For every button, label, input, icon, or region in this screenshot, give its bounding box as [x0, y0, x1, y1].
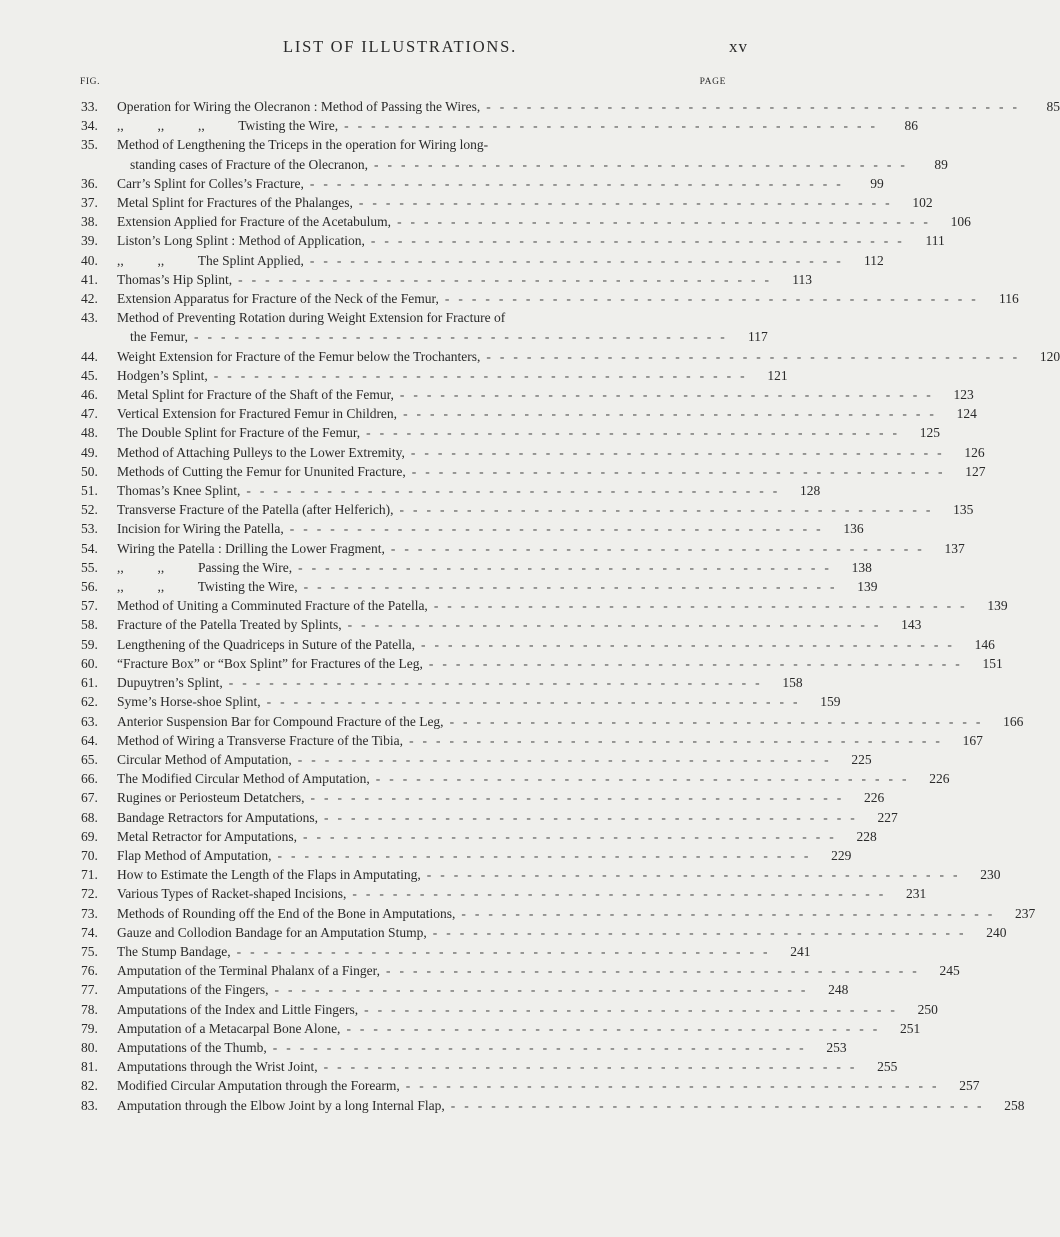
figure-number: 71.: [81, 867, 98, 883]
list-item: [0, 347, 1060, 366]
illustration-title: Fracture of the Patella Treated by Splints,: [117, 617, 342, 633]
illustration-title: Amputations of the Fingers,: [117, 982, 269, 998]
figure-number: 64.: [81, 732, 98, 748]
page-ref: 257: [959, 1078, 980, 1094]
illustration-title: ,, ,, Twisting the Wire,: [117, 579, 298, 595]
page-ref: 248: [828, 982, 849, 998]
illustration-title: Various Types of Racket-shaped Incisions,: [117, 886, 347, 902]
page-ref: 117: [748, 329, 768, 345]
figure-number: 70.: [81, 847, 98, 863]
figure-number: 69.: [81, 828, 98, 844]
dot-leader: ----------------------------------------: [323, 1059, 864, 1075]
dot-leader: ----------------------------------------: [409, 732, 949, 748]
dot-leader: ----------------------------------------: [375, 771, 916, 787]
illustration-title: Lengthening of the Quadriceps in Suture of the Patella,: [117, 636, 416, 652]
dot-leader: ----------------------------------------: [352, 886, 893, 902]
page-ref: 166: [1003, 713, 1024, 729]
list-item: [0, 750, 872, 769]
dot-leader: ----------------------------------------: [403, 406, 943, 422]
figure-number: 82.: [81, 1078, 98, 1094]
page-ref: 113: [792, 271, 812, 287]
figure-number: 74.: [81, 924, 98, 940]
dot-leader: ----------------------------------------: [385, 963, 926, 979]
dot-leader: ----------------------------------------: [411, 463, 952, 479]
figure-number: 76.: [81, 963, 98, 979]
page-ref: 123: [953, 387, 974, 403]
list-item: [0, 500, 974, 519]
dot-leader: ----------------------------------------: [310, 790, 851, 806]
dot-leader: ----------------------------------------: [266, 694, 807, 710]
page-ref: 120: [1039, 348, 1060, 364]
figure-number: 61.: [81, 675, 98, 691]
list-item: [0, 308, 800, 346]
list-item: [0, 289, 1019, 308]
page-ref: 227: [877, 809, 898, 825]
page-ref: 116: [998, 291, 1019, 307]
illustration-title: Circular Method of Amputation,: [117, 751, 292, 767]
list-item: [0, 769, 950, 788]
illustration-title: Amputation of the Terminal Phalanx of a Finger,: [117, 963, 380, 979]
figure-number: 53.: [81, 521, 98, 537]
dot-leader: ----------------------------------------: [374, 156, 914, 172]
dot-leader: ----------------------------------------: [289, 521, 830, 537]
illustration-title: Amputation of a Metacarpal Bone Alone,: [117, 1020, 341, 1036]
dot-leader: ----------------------------------------: [449, 713, 990, 729]
illustration-title: Method of Wiring a Transverse Fracture of the Tibia,: [117, 732, 404, 748]
illustration-title: Amputations of the Index and Little Fingers,: [117, 1001, 359, 1017]
list-item: [0, 980, 849, 999]
list-item: [0, 481, 821, 500]
illustration-title: Dupuytren’s Splint,: [117, 675, 223, 691]
page-ref: 229: [831, 847, 852, 863]
figure-number: 66.: [81, 771, 98, 787]
page-ref: 151: [982, 655, 1003, 671]
page-ref: 128: [799, 483, 821, 499]
figure-number: 52.: [81, 502, 98, 518]
illustration-title: Method of Attaching Pulleys to the Lower Extremity,: [117, 444, 405, 460]
page-column-header: PAGE: [699, 77, 726, 87]
page-ref: 167: [962, 732, 983, 748]
illustration-title: Bandage Retractors for Amputations,: [117, 809, 318, 825]
list-item: [0, 558, 872, 577]
page-title: LIST OF ILLUSTRATIONS.: [282, 37, 518, 56]
figure-number: 55.: [81, 559, 98, 575]
illustration-title: Extension Applied for Fracture of the Acetabulum,: [117, 214, 392, 230]
illustration-title: Method of Preventing Rotation during Weight Extension for Fracture of: [117, 310, 506, 326]
figure-number: 51.: [81, 483, 98, 499]
list-item: [0, 1038, 847, 1057]
list-item: [0, 904, 1036, 923]
page-ref: 143: [901, 617, 922, 633]
list-item: [0, 692, 841, 711]
list-item: [0, 385, 974, 404]
list-item: [0, 1019, 921, 1038]
dot-leader: ----------------------------------------: [309, 175, 850, 191]
figure-number: 77.: [81, 982, 98, 998]
figure-number: 42.: [81, 291, 98, 307]
illustration-title: Transverse Fracture of the Patella (after Helferich),: [117, 502, 394, 518]
illustration-title: Wiring the Patella : Drilling the Lower Fragment,: [117, 540, 385, 556]
list-item: [0, 193, 933, 212]
page-ref: 102: [912, 195, 933, 211]
page-ref: 241: [790, 943, 811, 959]
page-ref: 237: [1014, 905, 1036, 921]
illustration-title: Flap Method of Amputation,: [117, 847, 272, 863]
figure-number: 40.: [81, 252, 98, 268]
dot-leader: ----------------------------------------: [297, 751, 838, 767]
page-ref: 121: [767, 367, 788, 383]
list-item: [0, 135, 948, 173]
list-item: [0, 961, 960, 980]
figure-number: 72.: [81, 886, 98, 902]
list-item: [0, 788, 885, 807]
list-item: [0, 212, 971, 231]
list-item: [0, 865, 1001, 884]
illustration-title: How to Estimate the Length of the Flaps in Amputating,: [117, 867, 421, 883]
page-ref: 240: [986, 924, 1007, 940]
dot-leader: ----------------------------------------: [410, 444, 951, 460]
dot-leader: ----------------------------------------: [399, 387, 940, 403]
list-item: [0, 231, 945, 250]
illustration-title: Modified Circular Amputation through the Forearm,: [117, 1078, 400, 1094]
list-item: [0, 366, 800, 385]
list-item: [0, 519, 864, 538]
figure-number: 43.: [81, 310, 98, 326]
dot-leader: ----------------------------------------: [399, 502, 940, 518]
list-item: [0, 635, 995, 654]
figure-number: 48.: [81, 425, 98, 441]
list-item: [0, 423, 940, 442]
dot-leader: ----------------------------------------: [213, 367, 754, 383]
figure-number: 44.: [81, 348, 98, 364]
page-ref: 230: [980, 867, 1001, 883]
page-ref: 228: [856, 828, 877, 844]
illustration-title: Liston’s Long Splint : Method of Application,: [117, 233, 365, 249]
dot-leader: ----------------------------------------: [309, 252, 850, 268]
figure-number: 79.: [81, 1020, 98, 1036]
figure-number: 46.: [81, 387, 98, 403]
illustration-title: Metal Retractor for Amputations,: [117, 828, 297, 844]
dot-leader: ----------------------------------------: [358, 195, 899, 211]
list-item: [0, 1057, 898, 1076]
dot-leader: ----------------------------------------: [346, 1020, 887, 1036]
page-ref: 251: [900, 1020, 921, 1036]
list-item: [0, 116, 918, 135]
dot-leader: ----------------------------------------: [450, 1097, 991, 1113]
figure-number: 65.: [81, 751, 98, 767]
list-item: [0, 884, 927, 903]
figure-number: 83.: [81, 1097, 98, 1113]
page-ref: 111: [925, 233, 945, 249]
page-ref: 255: [877, 1059, 898, 1075]
dot-leader: ----------------------------------------: [238, 271, 778, 287]
illustration-title: Incision for Wiring the Patella,: [117, 521, 284, 537]
page-ref: 225: [851, 751, 872, 767]
illustration-title: Extension Apparatus for Fracture of the Neck of the Femur,: [117, 291, 439, 307]
page-ref: 226: [929, 771, 950, 787]
page-ref: 126: [964, 444, 985, 460]
figure-number: 38.: [81, 214, 98, 230]
illustration-title: Methods of Rounding off the End of the Bone in Amputations,: [117, 905, 456, 921]
page-ref: 245: [939, 963, 960, 979]
figure-number: 59.: [81, 636, 98, 652]
list-item: [0, 942, 811, 961]
figure-number: 50.: [81, 463, 98, 479]
figure-number: 81.: [81, 1059, 98, 1075]
list-item: [0, 1096, 1025, 1115]
figure-number: 57.: [81, 598, 98, 614]
figure-number: 56.: [81, 579, 98, 595]
illustration-title: Metal Splint for Fractures of the Phalanges,: [117, 195, 353, 211]
list-item: [0, 270, 812, 289]
illustration-title: Syme’s Horse-shoe Splint,: [117, 694, 261, 710]
illustration-title: Method of Lengthening the Triceps in the operation for Wiring long-: [117, 137, 489, 153]
list-item: [0, 615, 922, 634]
dot-leader: ----------------------------------------: [347, 617, 888, 633]
illustration-title: “Fracture Box” or “Box Splint” for Fractures of the Leg,: [117, 655, 423, 671]
page-ref: 125: [919, 425, 940, 441]
illustrations-list: [0, 97, 1060, 1115]
illustration-title: the Femur,: [130, 329, 188, 345]
illustration-title: The Stump Bandage,: [117, 943, 231, 959]
figure-number: 73.: [81, 905, 98, 921]
dot-leader: ----------------------------------------: [298, 559, 838, 575]
page-ref: 136: [843, 521, 864, 537]
figure-number: 75.: [81, 943, 98, 959]
dot-leader: ----------------------------------------: [405, 1078, 946, 1094]
list-item: [0, 1000, 938, 1019]
list-item: [0, 654, 1003, 673]
page-ref: 158: [782, 675, 803, 691]
figure-number: 60.: [81, 655, 98, 671]
dot-leader: ----------------------------------------: [344, 118, 884, 134]
illustration-title: Weight Extension for Fracture of the Femur below the Trochanters,: [117, 348, 481, 364]
illustration-title: standing cases of Fracture of the Olecranon,: [130, 156, 369, 172]
illustration-title: Gauze and Collodion Bandage for an Amputation Stump,: [117, 924, 427, 940]
dot-leader: ----------------------------------------: [433, 598, 974, 614]
list-item: [0, 577, 878, 596]
figure-number: 41.: [81, 271, 98, 287]
page-ref: 135: [953, 502, 974, 518]
figure-number: 78.: [81, 1001, 98, 1017]
page-number: xv: [729, 37, 748, 56]
dot-leader: ----------------------------------------: [486, 99, 1027, 114]
dot-leader: ----------------------------------------: [444, 291, 985, 307]
dot-leader: ----------------------------------------: [272, 1039, 813, 1055]
page-ref: 253: [826, 1039, 847, 1055]
page-ref: 250: [917, 1001, 938, 1017]
dot-leader: ----------------------------------------: [323, 809, 864, 825]
list-item: [0, 731, 983, 750]
dot-leader: ----------------------------------------: [428, 655, 969, 671]
dot-leader: ----------------------------------------: [277, 847, 818, 863]
dot-leader: ----------------------------------------: [461, 905, 1002, 921]
page-ref: 89: [934, 156, 948, 172]
dot-leader: ----------------------------------------: [236, 943, 777, 959]
list-item: [0, 1076, 980, 1095]
dot-leader: ----------------------------------------: [370, 233, 911, 249]
illustration-title: The Double Splint for Fracture of the Femur,: [117, 425, 361, 441]
dot-leader: ----------------------------------------: [303, 579, 844, 595]
list-item: [0, 251, 884, 270]
page-ref: 124: [956, 406, 977, 422]
page-ref: 138: [851, 559, 872, 575]
dot-leader: ----------------------------------------: [426, 867, 967, 883]
illustration-title: Carr’s Splint for Colles’s Fracture,: [117, 175, 304, 191]
list-item: [0, 174, 884, 193]
figure-number: 54.: [81, 540, 98, 556]
page-ref: 127: [965, 463, 986, 479]
list-item: [0, 596, 1008, 615]
figure-number: 45.: [81, 367, 98, 383]
dot-leader: ----------------------------------------: [228, 675, 769, 691]
figure-number: 80.: [81, 1039, 98, 1055]
dot-leader: ----------------------------------------: [421, 636, 961, 652]
dot-leader: ----------------------------------------: [390, 540, 931, 556]
illustration-title: Amputations through the Wrist Joint,: [117, 1059, 318, 1075]
illustration-title: ,, ,, ,, Twisting the Wire,: [117, 118, 339, 134]
list-item: [0, 404, 977, 423]
illustration-title: Amputations of the Thumb,: [117, 1039, 267, 1055]
list-item: [0, 539, 965, 558]
illustration-title: The Modified Circular Method of Amputation,: [117, 771, 370, 787]
list-item: [0, 712, 1024, 731]
page-ref: 139: [857, 579, 878, 595]
dot-leader: ----------------------------------------: [302, 828, 843, 844]
page-ref: 139: [987, 598, 1008, 614]
page-ref: 137: [944, 540, 965, 556]
list-item: [0, 846, 852, 865]
figure-number: 37.: [81, 195, 98, 211]
page-ref: 99: [870, 175, 884, 191]
page-ref: 86: [904, 118, 918, 134]
figure-number: 67.: [81, 790, 98, 806]
page-header: [0, 37, 800, 61]
illustration-title: Operation for Wiring the Olecranon : Method of Passing the Wires,: [117, 99, 481, 114]
figure-number: 47.: [81, 406, 98, 422]
page-ref: 112: [863, 252, 884, 268]
list-item: [0, 462, 986, 481]
list-item: [0, 97, 1060, 116]
figure-number: 34.: [81, 118, 98, 134]
page-ref: 106: [950, 214, 971, 230]
page-ref: 85: [1046, 99, 1060, 114]
dot-leader: ----------------------------------------: [274, 982, 815, 998]
figure-number: 58.: [81, 617, 98, 633]
dot-leader: ----------------------------------------: [397, 214, 937, 230]
illustration-title: Thomas’s Hip Splint,: [117, 271, 233, 287]
illustration-title: Amputation through the Elbow Joint by a long Internal Flap,: [117, 1097, 445, 1113]
figure-number: 63.: [81, 713, 98, 729]
illustration-title: ,, ,, Passing the Wire,: [117, 559, 293, 575]
dot-leader: ----------------------------------------: [486, 348, 1027, 364]
figure-number: 49.: [81, 444, 98, 460]
dot-leader: ----------------------------------------: [246, 483, 787, 499]
illustration-title: Anterior Suspension Bar for Compound Fracture of the Leg,: [117, 713, 444, 729]
list-item: [0, 808, 898, 827]
illustration-title: Hodgen’s Splint,: [117, 367, 208, 383]
illustration-title: Rugines or Periosteum Detatchers,: [117, 790, 305, 806]
list-item: [0, 443, 985, 462]
illustration-title: Vertical Extension for Fractured Femur in Children,: [117, 406, 398, 422]
list-item: [0, 827, 877, 846]
page-ref: 159: [820, 694, 841, 710]
fig-column-header: FIG.: [80, 77, 101, 87]
figure-number: 36.: [81, 175, 98, 191]
illustration-title: Methods of Cutting the Femur for Ununited Fracture,: [117, 463, 406, 479]
figure-number: 35.: [81, 137, 98, 153]
figure-number: 39.: [81, 233, 98, 249]
dot-leader: ----------------------------------------: [432, 924, 973, 940]
figure-number: 68.: [81, 809, 98, 825]
illustration-title: ,, ,, The Splint Applied,: [117, 252, 304, 268]
page-ref: 231: [905, 886, 927, 902]
list-item: [0, 923, 1007, 942]
dot-leader: ----------------------------------------: [366, 425, 906, 441]
page-ref: 146: [974, 636, 995, 652]
page-ref: 226: [864, 790, 885, 806]
dot-leader: ----------------------------------------: [193, 329, 734, 345]
figure-number: 33.: [81, 99, 98, 114]
illustration-title: Method of Uniting a Comminuted Fracture of the Patella,: [117, 598, 428, 614]
illustration-title: Thomas’s Knee Splint,: [117, 483, 241, 499]
page-ref: 258: [1004, 1097, 1025, 1113]
list-item: [0, 673, 803, 692]
illustration-title: Metal Splint for Fracture of the Shaft of the Femur,: [117, 387, 394, 403]
figure-number: 62.: [81, 694, 98, 710]
dot-leader: ----------------------------------------: [364, 1001, 904, 1017]
